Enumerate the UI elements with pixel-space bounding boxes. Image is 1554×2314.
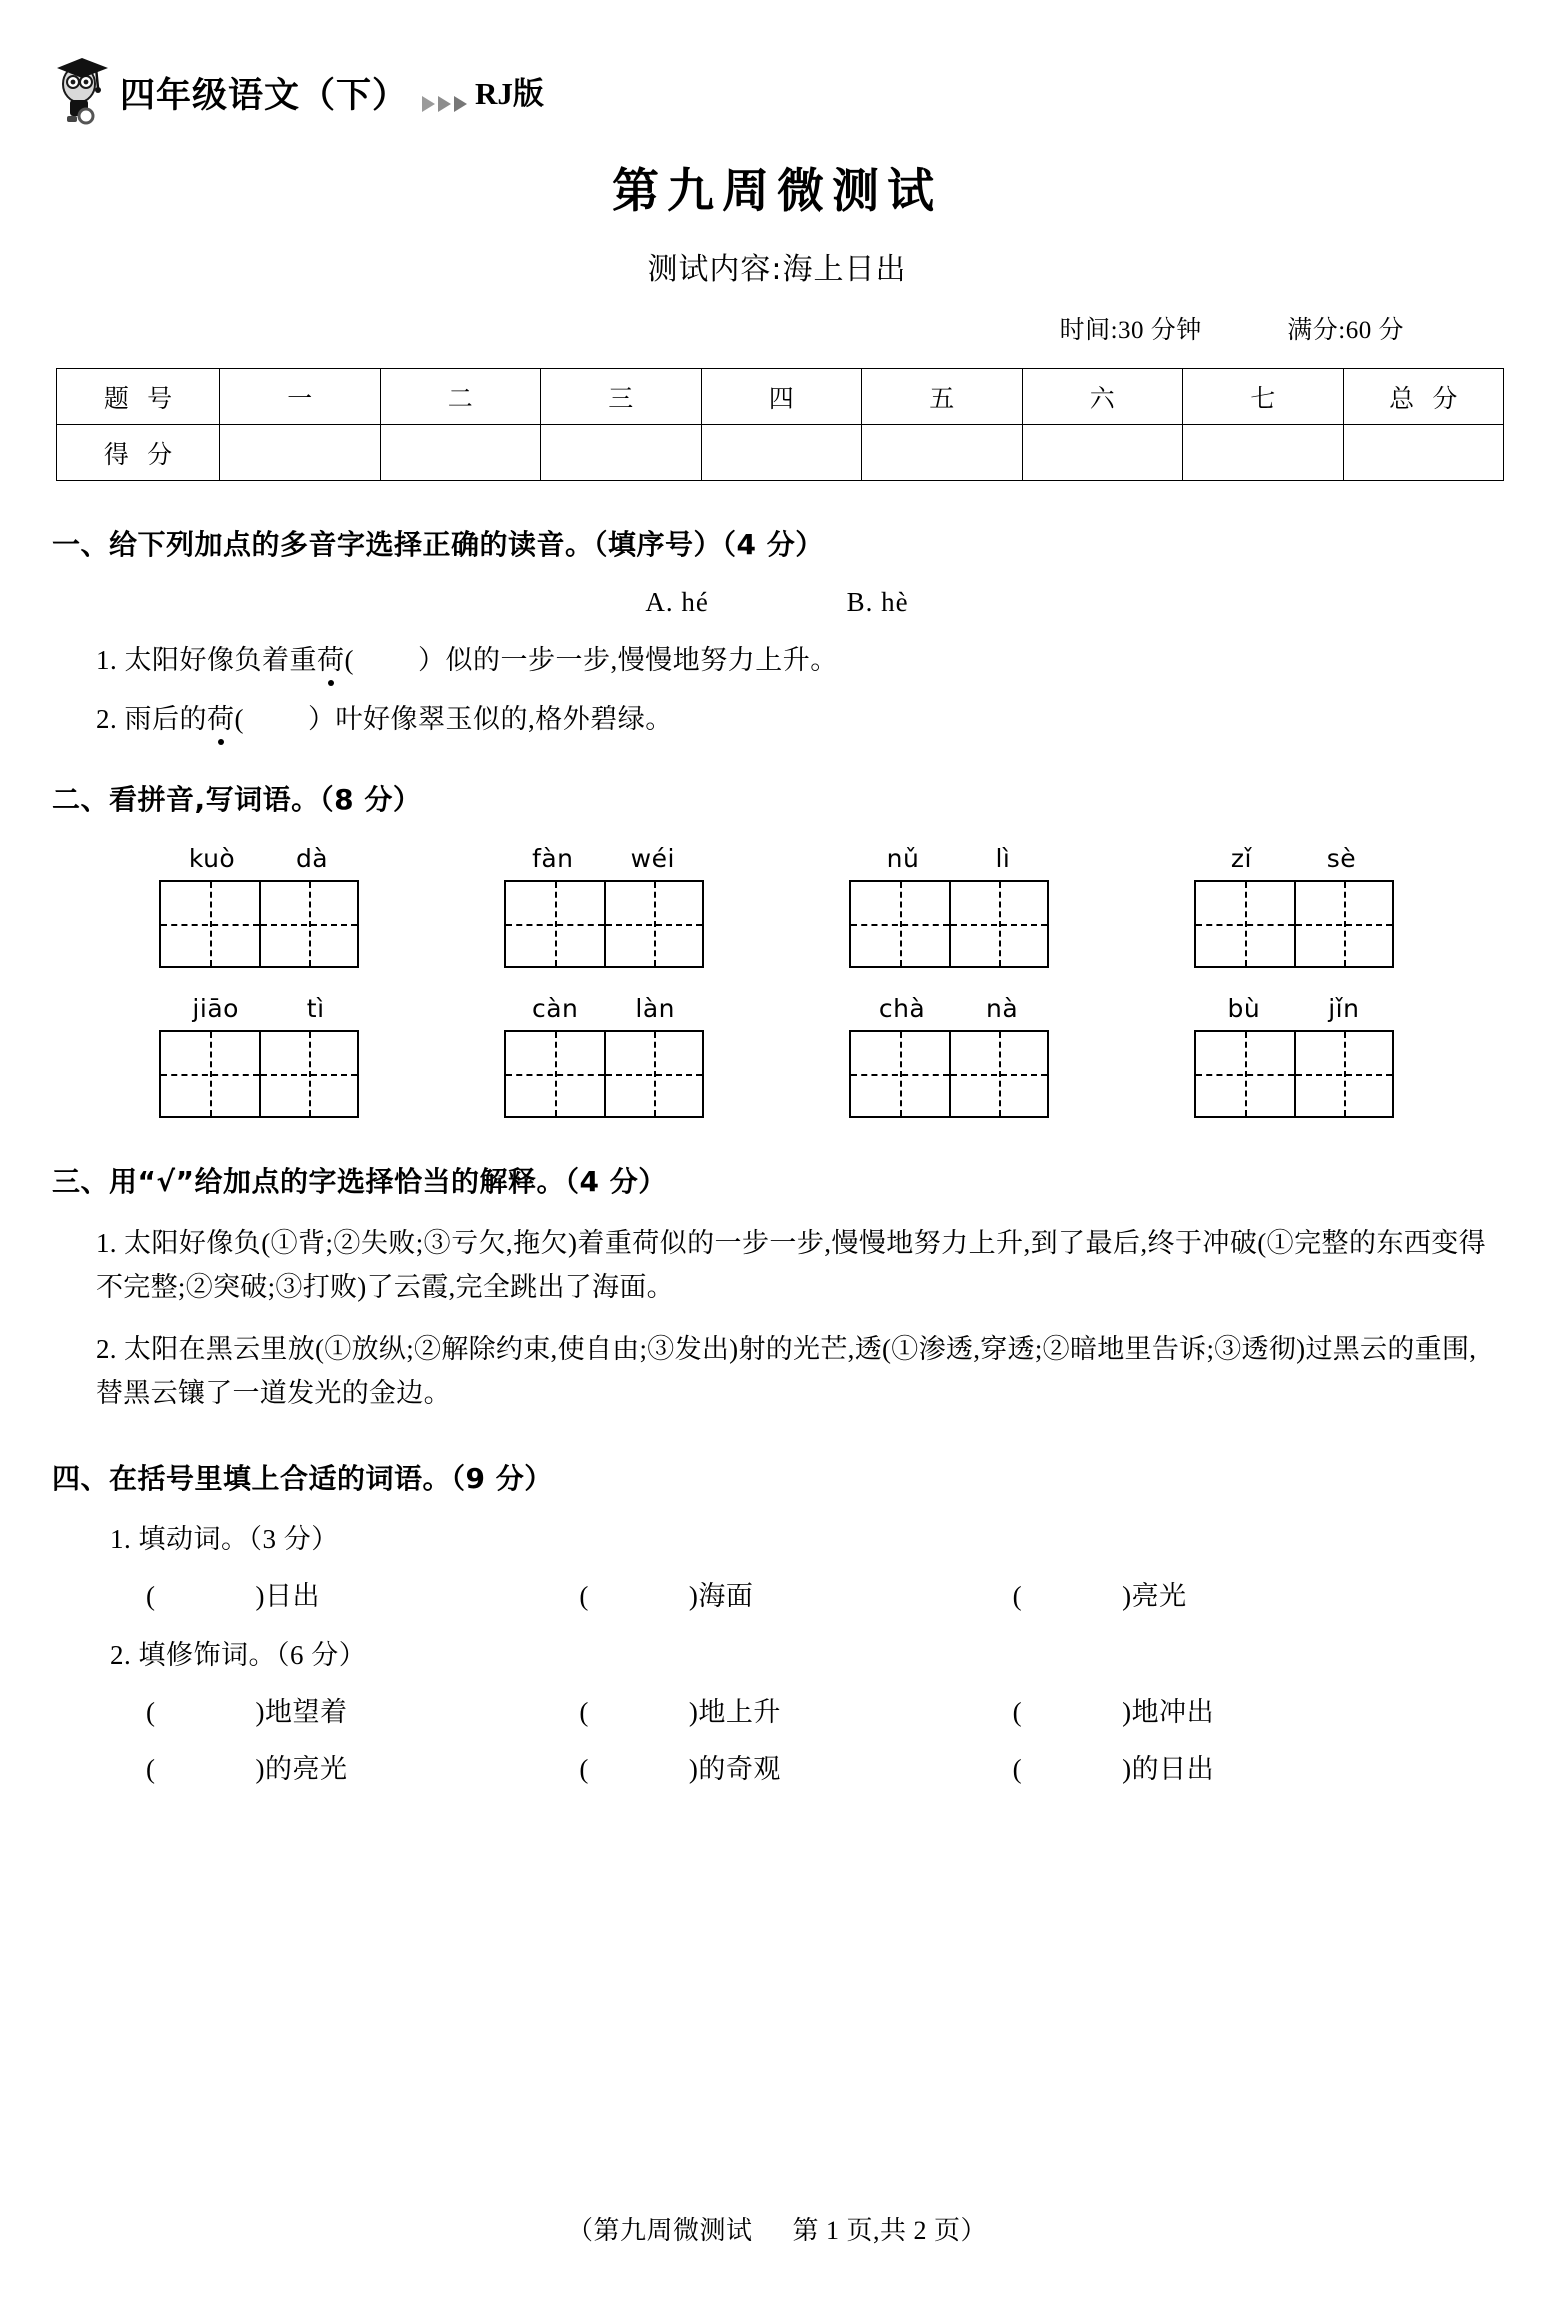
section-4-sub-2-label: 2. 填修饰词。（6 分） — [110, 1640, 367, 1671]
pinyin-label — [159, 844, 359, 873]
pinyin-label — [504, 994, 704, 1023]
page-title: 第九周微测试 — [612, 164, 942, 219]
question-text-pre: 太阳好像负着重 — [124, 645, 317, 676]
tianzige-box[interactable] — [504, 880, 704, 968]
pinyin-label — [1194, 994, 1394, 1023]
tianzige-box[interactable] — [849, 1030, 1049, 1118]
pinyin-syllable: bù — [1227, 994, 1261, 1024]
score-cell-1[interactable] — [220, 425, 381, 481]
score-col-7: 七 — [1183, 369, 1344, 425]
fill-word: 地冲出 — [1131, 1697, 1215, 1728]
pinyin-label — [159, 994, 359, 1023]
pinyin-label — [849, 994, 1049, 1023]
question-text-post: ）叶好像翠玉似的,格外碧绿。 — [308, 704, 673, 735]
tianzige-box[interactable] — [159, 1030, 359, 1118]
section-1-question-1 — [96, 638, 1554, 677]
score-col-6: 六 — [1022, 369, 1183, 425]
pinyin-item — [776, 844, 1121, 968]
score-table — [56, 368, 1504, 481]
triple-chevron-right-icon — [422, 96, 467, 112]
answer-blank[interactable]: ( — [344, 645, 354, 676]
pinyin-label — [849, 844, 1049, 873]
pinyin-item — [86, 844, 431, 968]
section-heading-1: 一、给下列加点的多音字选择正确的读音。（填序号）（4 分） — [52, 528, 824, 562]
fill-word: 的亮光 — [265, 1754, 348, 1785]
pinyin-item — [776, 994, 1121, 1118]
fill-blank-cell[interactable]: ( )亮光 — [1012, 1581, 1187, 1612]
fill-word: 地望着 — [265, 1697, 348, 1728]
tianzige-box[interactable] — [159, 880, 359, 968]
page-footer — [0, 2210, 1554, 2247]
section-1-question-2 — [96, 697, 1554, 736]
fill-word: 海面 — [698, 1581, 754, 1612]
total-score-label: 满分:60 分 — [1287, 317, 1404, 345]
score-cell-4[interactable] — [701, 425, 862, 481]
dotted-char-1: 荷 — [317, 645, 345, 676]
graduate-mascot-icon — [52, 54, 114, 126]
score-cell-6[interactable] — [1022, 425, 1183, 481]
pinyin-syllable: wéi — [630, 844, 675, 874]
section-heading-3: 三、用“√”给加点的字选择恰当的解释。（4 分） — [52, 1165, 667, 1199]
score-col-total: 总 分 — [1343, 369, 1504, 425]
score-cell-5[interactable] — [862, 425, 1023, 481]
section-1-options — [0, 587, 1554, 618]
fill-word: 地上升 — [698, 1697, 781, 1728]
fill-word: 日出 — [265, 1581, 320, 1612]
fill-word: 的日出 — [1131, 1754, 1215, 1785]
pinyin-syllable: làn — [635, 994, 675, 1024]
item-number: 2. — [96, 1333, 117, 1364]
score-col-4: 四 — [701, 369, 862, 425]
score-col-2: 二 — [380, 369, 541, 425]
fill-blank-cell[interactable]: ( )海面 — [579, 1581, 754, 1612]
pinyin-item — [431, 994, 776, 1118]
fill-blank-cell[interactable]: ( )地望着 — [146, 1697, 348, 1728]
question-text-pre: 雨后的 — [124, 704, 207, 735]
row-label-score: 得 分 — [57, 425, 220, 481]
row-label-question-no: 题 号 — [57, 369, 220, 425]
pinyin-syllable: nǔ — [886, 844, 920, 874]
footer-test-name: （第九周微测试 — [566, 2216, 753, 2245]
section-3-item-1 — [96, 1222, 1486, 1309]
question-text-post: ）似的一步一步,慢慢地努力上升。 — [418, 645, 838, 676]
fill-row-modifiers-1 — [146, 1690, 1446, 1729]
fill-row-modifiers-2 — [146, 1747, 1446, 1786]
footer-page-number: 第 1 页,共 2 页） — [792, 2216, 988, 2245]
pinyin-syllable: càn — [531, 994, 579, 1024]
tianzige-box[interactable] — [1194, 1030, 1394, 1118]
page-header — [52, 48, 1554, 126]
score-cell-2[interactable] — [380, 425, 541, 481]
pinyin-syllable: jǐn — [1328, 994, 1360, 1024]
question-number: 2. — [96, 704, 118, 735]
option-a: A. hé — [645, 587, 709, 618]
pinyin-label — [504, 844, 704, 873]
score-cell-3[interactable] — [541, 425, 702, 481]
fill-blank-cell[interactable]: ( )日出 — [146, 1581, 320, 1612]
pinyin-syllable: nà — [985, 994, 1019, 1024]
edition-label: RJ版 — [475, 76, 544, 111]
fill-blank-cell[interactable]: ( )的奇观 — [579, 1754, 781, 1785]
fill-word: 亮光 — [1131, 1581, 1187, 1612]
pinyin-syllable: chà — [878, 994, 926, 1024]
pinyin-syllable: dà — [295, 844, 329, 874]
section-4-sub-1-label: 1. 填动词。（3 分） — [110, 1524, 339, 1555]
pinyin-row-1 — [86, 844, 1466, 968]
score-cell-total[interactable] — [1343, 425, 1504, 481]
time-limit-label: 时间:30 分钟 — [1059, 317, 1202, 345]
pinyin-syllable: tì — [306, 994, 325, 1024]
item-number: 1. — [96, 1228, 117, 1259]
tianzige-box[interactable] — [1194, 880, 1394, 968]
section-heading-2: 二、看拼音,写词语。（8 分） — [52, 783, 422, 817]
fill-word: 的奇观 — [698, 1754, 781, 1785]
pinyin-item — [1121, 844, 1466, 968]
pinyin-row-2 — [86, 994, 1466, 1118]
fill-blank-cell[interactable]: ( )的日出 — [1012, 1754, 1215, 1785]
test-subtitle: 测试内容:海上日出 — [647, 252, 907, 288]
fill-row-verbs — [146, 1574, 1446, 1613]
worksheet-page — [0, 48, 1554, 2314]
table-row-scores — [57, 425, 1504, 481]
item-text[interactable]: 太阳在黑云里放(①放纵;②解除约束,使自由;③发出)射的光芒,透(①渗透,穿透;②暗地里告诉;③透彻)过黑云的重围,替黑云镶了一道发光的金边。 — [96, 1333, 1477, 1408]
dotted-char-2: 荷 — [207, 704, 235, 735]
pinyin-syllable: jiāo — [192, 994, 239, 1024]
item-text[interactable]: 太阳好像负(①背;②失败;③亏欠,拖欠)着重荷似的一步一步,慢慢地努力上升,到了最后,终于冲破(①完整的东西变得不完整;②突破;③打败)了云霞,完全跳出了海面。 — [96, 1228, 1486, 1303]
fill-blank-cell[interactable]: ( )的亮光 — [146, 1754, 348, 1785]
answer-blank[interactable]: ( — [234, 704, 244, 735]
pinyin-item — [1121, 994, 1466, 1118]
score-col-5: 五 — [862, 369, 1023, 425]
fill-blank-cell[interactable]: ( )地上升 — [579, 1697, 781, 1728]
tianzige-box[interactable] — [504, 1030, 704, 1118]
grade-title: 四年级语文（下） — [120, 76, 409, 116]
score-col-1: 一 — [220, 369, 381, 425]
score-cell-7[interactable] — [1183, 425, 1344, 481]
option-b: B. hè — [846, 587, 909, 618]
fill-blank-cell[interactable]: ( )地冲出 — [1012, 1697, 1215, 1728]
pinyin-syllable: lì — [995, 844, 1011, 874]
pinyin-syllable: zǐ — [1230, 844, 1252, 874]
pinyin-item — [431, 844, 776, 968]
pinyin-syllable: kuò — [188, 844, 236, 874]
exam-meta — [0, 310, 1404, 346]
score-col-3: 三 — [541, 369, 702, 425]
pinyin-syllable: sè — [1326, 844, 1357, 874]
pinyin-syllable: fàn — [532, 844, 574, 874]
question-number: 1. — [96, 645, 118, 676]
pinyin-item — [86, 994, 431, 1118]
section-3-item-2 — [96, 1328, 1486, 1415]
section-heading-4: 四、在括号里填上合适的词语。（9 分） — [52, 1462, 553, 1496]
tianzige-box[interactable] — [849, 880, 1049, 968]
table-row-question-numbers — [57, 369, 1504, 425]
pinyin-label — [1194, 844, 1394, 873]
